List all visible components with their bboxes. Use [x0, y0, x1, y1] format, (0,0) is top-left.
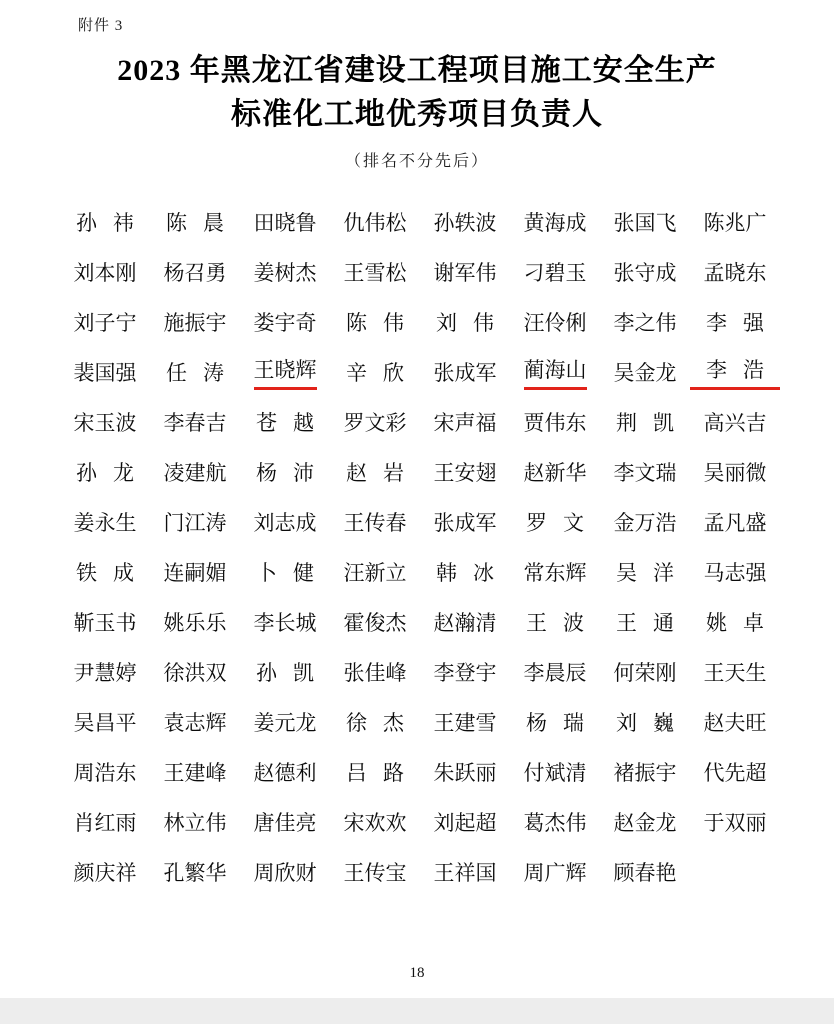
name-cell — [690, 547, 780, 597]
name-text: 苍越 — [256, 411, 330, 435]
name-cell — [690, 347, 780, 397]
name-cell — [690, 647, 780, 697]
name-text: 孙祎 — [76, 211, 150, 235]
name-cell — [510, 847, 600, 897]
name-text: 刘子宁 — [73, 311, 137, 335]
name-cell — [330, 797, 420, 847]
name-cell — [150, 347, 240, 397]
name-text: 李文瑞 — [613, 461, 677, 485]
name-text: 韩冰 — [436, 561, 510, 585]
name-text: 张成军 — [433, 361, 497, 385]
name-text: 金万浩 — [613, 511, 677, 535]
name-cell — [330, 647, 420, 697]
name-cell — [510, 247, 600, 297]
name-text: 张国飞 — [613, 211, 677, 235]
name-text: 宋玉波 — [73, 411, 137, 435]
name-cell — [600, 597, 690, 647]
name-text: 吴洋 — [616, 561, 690, 585]
name-cell — [60, 347, 150, 397]
name-cell — [240, 197, 330, 247]
name-text: 徐杰 — [346, 711, 420, 735]
name-cell — [510, 197, 600, 247]
name-text: 王雪松 — [343, 261, 407, 285]
name-text: 刘本刚 — [73, 261, 137, 285]
name-text: 赵德利 — [253, 761, 317, 785]
name-cell — [330, 447, 420, 497]
name-text: 王晓辉 — [254, 354, 317, 390]
name-text: 田晓鲁 — [253, 211, 317, 235]
name-cell — [420, 847, 510, 897]
name-cell — [420, 347, 510, 397]
name-cell — [420, 497, 510, 547]
name-cell — [150, 447, 240, 497]
name-cell — [150, 547, 240, 597]
name-cell — [240, 447, 330, 497]
name-cell — [600, 447, 690, 497]
name-cell — [240, 347, 330, 397]
name-text: 付斌清 — [523, 761, 587, 785]
name-cell — [420, 747, 510, 797]
name-text: 刘起超 — [433, 811, 497, 835]
name-text: 李浩 — [690, 354, 780, 390]
name-cell — [690, 197, 780, 247]
name-text: 李长城 — [253, 611, 317, 635]
name-text: 施振宇 — [163, 311, 227, 335]
name-cell — [690, 697, 780, 747]
name-text: 褚振宇 — [613, 761, 677, 785]
name-cell — [690, 747, 780, 797]
name-cell — [600, 747, 690, 797]
name-cell — [60, 297, 150, 347]
name-cell — [690, 797, 780, 847]
name-text: 王通 — [616, 611, 690, 635]
name-text: 赵夫旺 — [703, 711, 767, 735]
name-cell — [690, 447, 780, 497]
name-cell — [510, 547, 600, 597]
name-text: 代先超 — [703, 761, 767, 785]
name-text: 周欣财 — [253, 861, 317, 885]
name-cell — [510, 747, 600, 797]
name-cell — [600, 547, 690, 597]
name-text: 王波 — [526, 611, 600, 635]
name-cell — [150, 497, 240, 547]
name-text: 杨沛 — [256, 461, 330, 485]
name-text: 赵金龙 — [613, 811, 677, 835]
name-cell — [690, 397, 780, 447]
name-text: 孔繁华 — [163, 861, 227, 885]
name-cell — [330, 247, 420, 297]
name-text: 汪伶俐 — [523, 311, 587, 335]
name-cell — [60, 647, 150, 697]
name-cell — [330, 847, 420, 897]
name-cell — [600, 797, 690, 847]
name-cell — [510, 347, 600, 397]
name-cell — [600, 347, 690, 397]
name-cell — [150, 397, 240, 447]
name-text: 赵新华 — [523, 461, 587, 485]
name-cell — [600, 397, 690, 447]
name-text: 朱跃丽 — [433, 761, 497, 785]
name-cell — [690, 597, 780, 647]
name-cell — [600, 297, 690, 347]
name-cell — [330, 597, 420, 647]
name-cell — [690, 497, 780, 547]
name-cell — [330, 347, 420, 397]
name-cell — [420, 697, 510, 747]
name-text: 裴国强 — [73, 361, 137, 385]
name-cell — [600, 647, 690, 697]
name-text: 谢军伟 — [433, 261, 497, 285]
name-text: 何荣刚 — [613, 661, 677, 685]
name-cell — [330, 297, 420, 347]
name-text: 宋声福 — [433, 411, 497, 435]
name-cell — [240, 697, 330, 747]
name-text: 仇伟松 — [343, 211, 407, 235]
name-text: 常东辉 — [523, 561, 587, 585]
name-text: 尹慧婷 — [73, 661, 137, 685]
name-text: 王建峰 — [163, 761, 227, 785]
name-cell — [240, 247, 330, 297]
name-text: 刘志成 — [253, 511, 317, 535]
page-number: 18 — [409, 965, 425, 981]
name-cell — [600, 247, 690, 297]
name-text: 葛杰伟 — [523, 811, 587, 835]
name-text: 铁成 — [76, 561, 150, 585]
name-cell — [330, 497, 420, 547]
name-text: 吕路 — [346, 761, 420, 785]
name-cell — [510, 797, 600, 847]
name-text: 李晨辰 — [523, 661, 587, 685]
name-cell — [60, 447, 150, 497]
name-text: 刘伟 — [436, 311, 510, 335]
name-text: 李之伟 — [613, 311, 677, 335]
name-text: 袁志辉 — [163, 711, 227, 735]
name-cell — [420, 547, 510, 597]
name-text: 孙凯 — [256, 661, 330, 685]
name-cell — [690, 297, 780, 347]
name-cell — [420, 597, 510, 647]
name-cell — [240, 497, 330, 547]
name-cell — [150, 247, 240, 297]
name-cell — [60, 397, 150, 447]
name-cell — [150, 847, 240, 897]
name-cell — [150, 797, 240, 847]
name-cell — [420, 247, 510, 297]
name-cell — [420, 447, 510, 497]
name-text: 孙轶波 — [433, 211, 497, 235]
name-cell — [240, 547, 330, 597]
name-text: 姜树杰 — [253, 261, 317, 285]
name-text: 陈兆广 — [703, 211, 767, 235]
name-text: 颜庆祥 — [73, 861, 137, 885]
name-text: 门江涛 — [163, 511, 227, 535]
name-cell — [150, 597, 240, 647]
name-cell — [150, 697, 240, 747]
name-text: 黄海成 — [523, 211, 587, 235]
name-cell — [510, 397, 600, 447]
name-text: 宋欢欢 — [343, 811, 407, 835]
name-cell — [510, 297, 600, 347]
name-text: 马志强 — [703, 561, 767, 585]
name-text: 李春吉 — [163, 411, 227, 435]
name-cell — [60, 797, 150, 847]
page-title-line-1: 2023 年黑龙江省建设工程项目施工安全生产 — [117, 54, 717, 87]
name-cell — [510, 447, 600, 497]
name-text: 连嗣媚 — [163, 561, 227, 585]
name-text: 刁碧玉 — [523, 261, 587, 285]
name-cell — [150, 197, 240, 247]
name-cell — [510, 597, 600, 647]
name-text: 王祥国 — [433, 861, 497, 885]
name-text: 顾春艳 — [613, 861, 677, 885]
name-text: 张守成 — [613, 261, 677, 285]
name-text: 王传宝 — [343, 861, 407, 885]
name-text: 赵岩 — [346, 461, 420, 485]
name-cell — [600, 497, 690, 547]
name-cell — [60, 247, 150, 297]
name-text: 刘巍 — [616, 711, 690, 735]
name-text: 周广辉 — [523, 861, 587, 885]
name-cell — [600, 697, 690, 747]
name-cell — [330, 697, 420, 747]
name-cell — [240, 397, 330, 447]
name-text: 姜元龙 — [253, 711, 317, 735]
name-text: 陈伟 — [346, 311, 420, 335]
name-text: 李登宇 — [433, 661, 497, 685]
name-text: 王建雪 — [433, 711, 497, 735]
name-cell — [600, 847, 690, 897]
name-text: 荆凯 — [616, 411, 690, 435]
name-cell — [60, 847, 150, 897]
name-text: 罗文彩 — [343, 411, 407, 435]
name-text: 吴金龙 — [613, 361, 677, 385]
name-text: 孟晓东 — [703, 261, 767, 285]
name-text: 林立伟 — [163, 811, 227, 835]
name-text: 姜永生 — [73, 511, 137, 535]
name-cell — [420, 647, 510, 697]
name-cell — [330, 747, 420, 797]
name-cell — [330, 397, 420, 447]
name-cell — [240, 747, 330, 797]
name-text: 凌建航 — [163, 461, 227, 485]
name-text: 卜健 — [256, 561, 330, 585]
attachment-label: 附件 3 — [78, 18, 124, 34]
name-cell — [240, 297, 330, 347]
name-text: 任涛 — [166, 361, 240, 385]
name-text: 杨瑞 — [526, 711, 600, 735]
name-text: 陈晨 — [166, 211, 240, 235]
name-cell — [420, 397, 510, 447]
name-text: 高兴吉 — [703, 411, 767, 435]
name-cell — [60, 197, 150, 247]
name-text: 贾伟东 — [523, 411, 587, 435]
name-text: 周浩东 — [73, 761, 137, 785]
name-text: 汪新立 — [343, 561, 407, 585]
name-text: 靳玉书 — [73, 611, 137, 635]
name-text: 张成军 — [433, 511, 497, 535]
name-cell — [510, 647, 600, 697]
name-cell — [240, 797, 330, 847]
name-cell — [150, 647, 240, 697]
name-cell — [420, 797, 510, 847]
name-text: 娄宇奇 — [253, 311, 317, 335]
name-text: 于双丽 — [703, 811, 767, 835]
name-cell — [330, 547, 420, 597]
name-cell — [60, 547, 150, 597]
name-cell — [240, 597, 330, 647]
name-cell — [150, 747, 240, 797]
name-cell — [60, 697, 150, 747]
name-text: 唐佳亮 — [253, 811, 317, 835]
name-cell — [510, 497, 600, 547]
name-text: 王传春 — [343, 511, 407, 535]
name-text: 蔺海山 — [524, 354, 587, 390]
name-text: 赵瀚清 — [433, 611, 497, 635]
name-text: 姚卓 — [706, 611, 780, 635]
name-cell — [60, 597, 150, 647]
name-cell — [330, 197, 420, 247]
page-subtitle: （排名不分先后） — [344, 153, 489, 170]
name-cell — [150, 297, 240, 347]
name-cell — [420, 297, 510, 347]
names-grid — [60, 197, 780, 897]
name-text: 肖红雨 — [73, 811, 137, 835]
name-cell — [690, 247, 780, 297]
page-title-line-2: 标准化工地优秀项目负责人 — [231, 97, 603, 131]
name-text: 吴昌平 — [73, 711, 137, 735]
name-cell — [240, 647, 330, 697]
name-text: 孙龙 — [76, 461, 150, 485]
name-cell — [600, 197, 690, 247]
name-text: 吴丽微 — [703, 461, 767, 485]
name-cell — [60, 747, 150, 797]
name-cell — [510, 697, 600, 747]
name-text: 杨召勇 — [163, 261, 227, 285]
name-text: 姚乐乐 — [163, 611, 227, 635]
name-text: 徐洪双 — [163, 661, 227, 685]
page-title — [60, 49, 774, 136]
name-cell — [420, 197, 510, 247]
name-text: 罗文 — [526, 511, 600, 535]
name-text: 霍俊杰 — [343, 611, 407, 635]
name-cell — [240, 847, 330, 897]
name-text: 孟凡盛 — [703, 511, 767, 535]
name-text: 李强 — [706, 311, 780, 335]
name-text: 王天生 — [703, 661, 767, 685]
name-cell — [60, 497, 150, 547]
name-text: 辛欣 — [346, 361, 420, 385]
name-text: 张佳峰 — [343, 661, 407, 685]
name-text: 王安翅 — [433, 461, 497, 485]
